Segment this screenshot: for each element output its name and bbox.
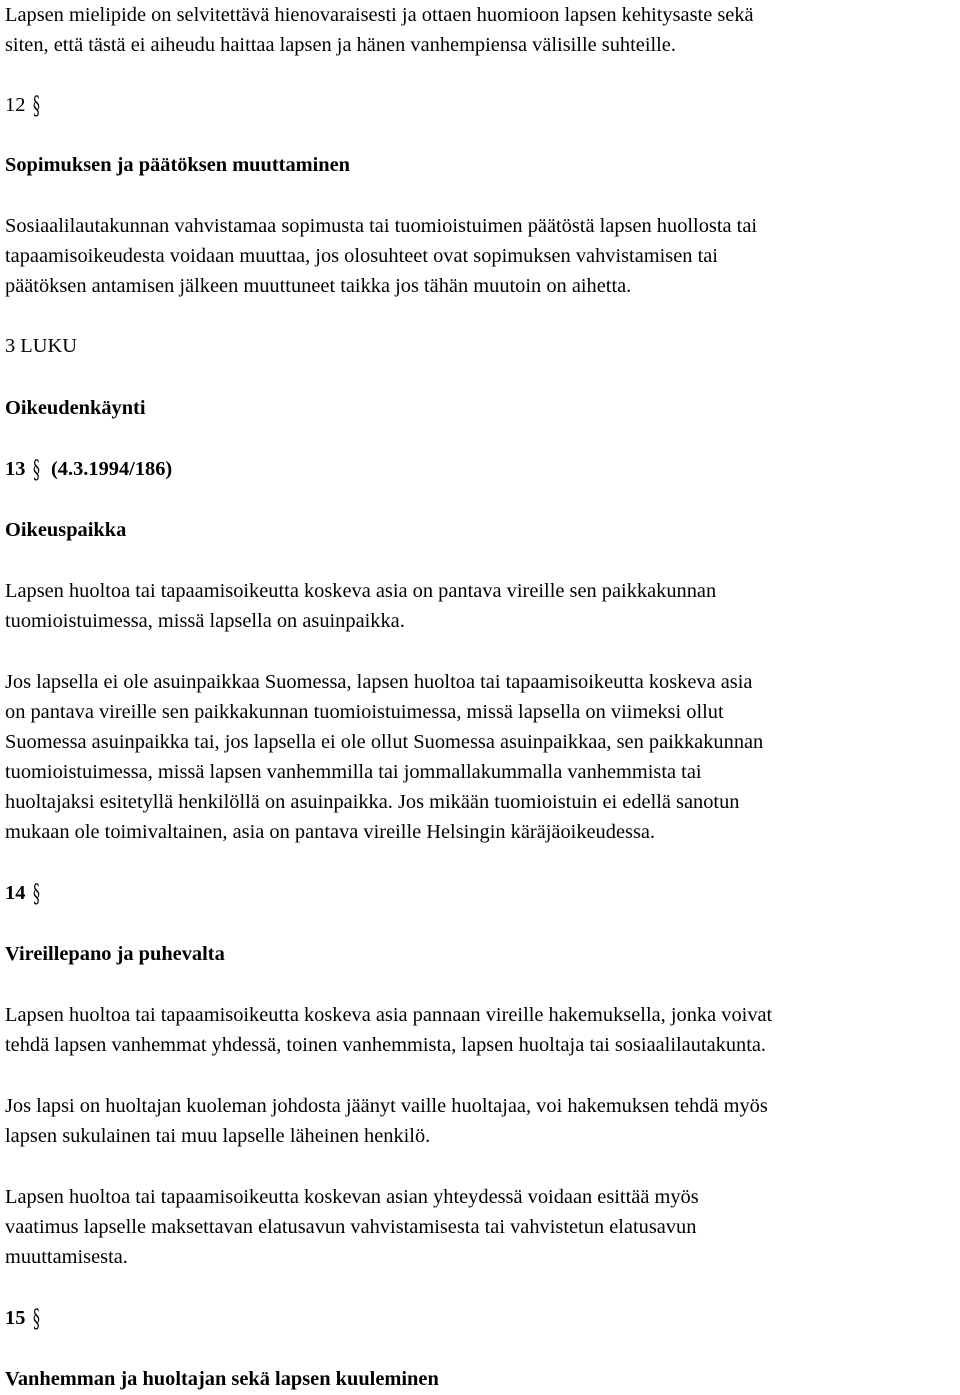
text-line: Jos lapsella ei ole asuinpaikkaa Suomessa, lapsen huoltoa tai tapaamisoikeutta koskeva asia <box>5 671 753 693</box>
intro-paragraph <box>5 0 754 60</box>
section-13-paragraph-1 <box>5 576 716 636</box>
text-line: lapsen sukulainen tai muu lapselle läheinen henkilö. <box>5 1125 431 1147</box>
section-13-number <box>5 454 172 485</box>
text-line: Lapsen huoltoa tai tapaamisoikeutta koskevan asian yhteydessä voidaan esittää myös <box>5 1186 699 1208</box>
chapter-label: 3 LUKU <box>5 335 77 357</box>
text-line: päätöksen antamisen jälkeen muuttuneet taikka jos tähän muutoin on aihetta. <box>5 275 632 297</box>
section-14-paragraph-3 <box>5 1182 699 1272</box>
section-14-paragraph-1 <box>5 1000 772 1060</box>
section-14-paragraph-2 <box>5 1091 768 1151</box>
text-line: tuomioistuimessa, missä lapsen vanhemmilla tai jommallakummalla vanhemmista tai <box>5 761 702 783</box>
section-number: 13 <box>5 458 26 480</box>
section-number: 12 <box>5 94 26 116</box>
section-symbol: § <box>33 1304 41 1333</box>
text-line: Sosiaalilautakunnan vahvistamaa sopimusta tai tuomioistuimen päätöstä lapsen huollosta tai <box>5 215 758 237</box>
section-15-title: Vanhemman ja huoltajan sekä lapsen kuuleminen <box>5 1368 439 1390</box>
text-line: tehdä lapsen vanhemmat yhdessä, toinen vanhemmista, lapsen huoltaja tai sosiaalilautakunta. <box>5 1034 767 1056</box>
section-symbol: § <box>33 879 41 908</box>
section-13-paragraph-2 <box>5 667 763 847</box>
text-line: huoltajaksi esitetyllä henkilöllä on asuinpaikka. Jos mikään tuomioistuin ei edellä sanotun <box>5 791 740 813</box>
section-14-title: Vireillepano ja puhevalta <box>5 943 225 965</box>
text-line: Lapsen mielipide on selvitettävä hienovaraisesti ja ottaen huomioon lapsen kehitysaste sekä <box>5 4 754 26</box>
text-line: Jos lapsi on huoltajan kuoleman johdosta jäänyt vaille huoltajaa, voi hakemuksen tehdä myös <box>5 1095 768 1117</box>
text-line: tapaamisoikeudesta voidaan muuttaa, jos olosuhteet ovat sopimuksen vahvistamisen tai <box>5 245 718 267</box>
text-line: mukaan ole toimivaltainen, asia on pantava vireille Helsingin käräjäoikeudessa. <box>5 821 656 843</box>
text-line: Lapsen huoltoa tai tapaamisoikeutta koskeva asia pannaan vireille hakemuksella, jonka voivat <box>5 1004 773 1026</box>
section-symbol: § <box>33 91 41 120</box>
section-14-number <box>5 878 46 909</box>
section-12-number <box>5 90 46 121</box>
section-reference: (4.3.1994/186) <box>51 458 173 480</box>
section-15-number <box>5 1303 46 1334</box>
section-symbol: § <box>33 455 41 484</box>
text-line: muuttamisesta. <box>5 1246 128 1268</box>
text-line: Suomessa asuinpaikka tai, jos lapsella ei ole ollut Suomessa asuinpaikkaa, sen paikkakunnan <box>5 731 764 753</box>
text-line: tuomioistuimessa, missä lapsella on asuinpaikka. <box>5 610 405 632</box>
section-number: 14 <box>5 882 26 904</box>
text-line: siten, että tästä ei aiheudu haittaa lapsen ja hänen vanhempiensa välisille suhteille. <box>5 34 676 56</box>
text-line: vaatimus lapselle maksettavan elatusavun vahvistamisesta tai vahvistetun elatusavun <box>5 1216 697 1238</box>
text-line: on pantava vireille sen paikkakunnan tuomioistuimessa, missä lapsella on viimeksi ollut <box>5 701 724 723</box>
chapter-title: Oikeudenkäynti <box>5 397 146 419</box>
section-12-title: Sopimuksen ja päätöksen muuttaminen <box>5 154 351 176</box>
section-12-paragraph <box>5 211 757 301</box>
section-13-title: Oikeuspaikka <box>5 519 127 541</box>
section-number: 15 <box>5 1307 26 1329</box>
text-line: Lapsen huoltoa tai tapaamisoikeutta koskeva asia on pantava vireille sen paikkakunnan <box>5 580 717 602</box>
